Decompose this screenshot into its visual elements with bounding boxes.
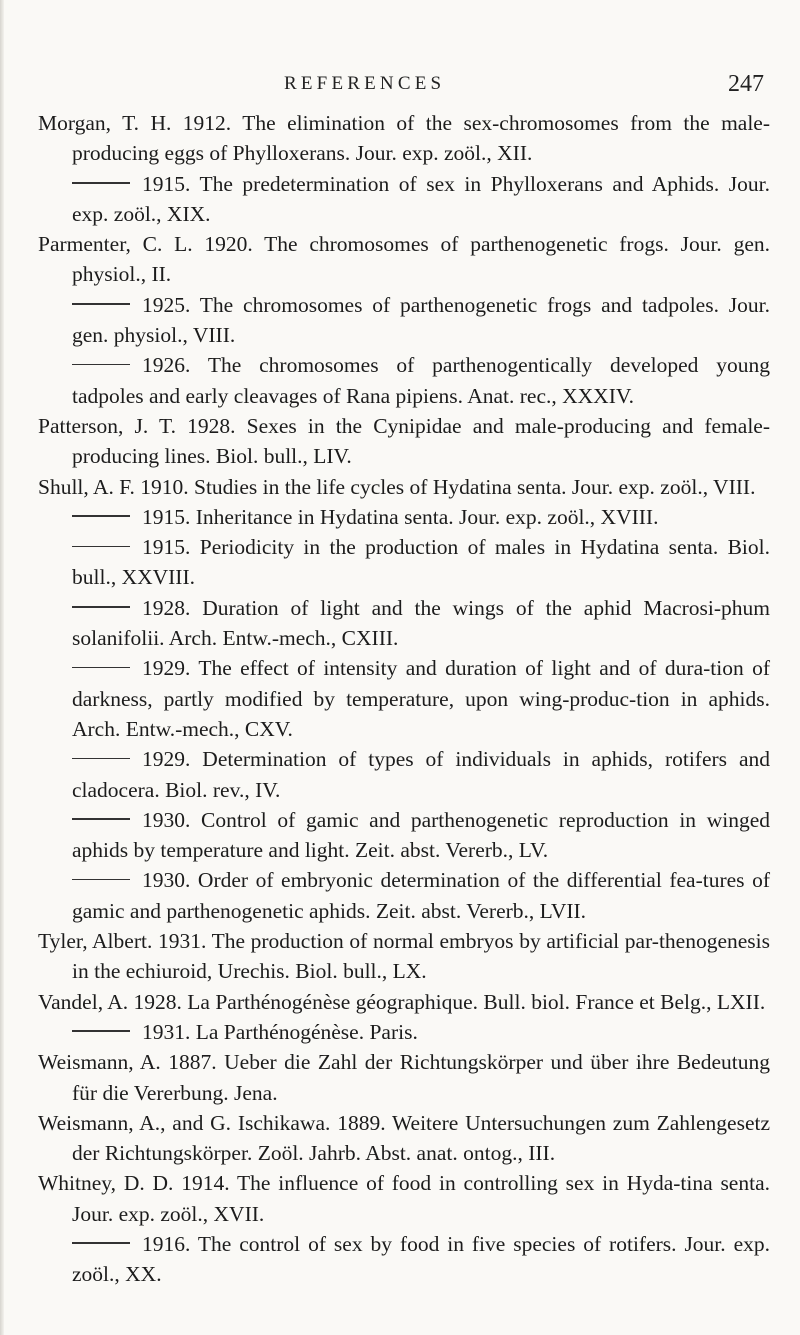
reference-author: Parmenter, C. L.: [38, 232, 193, 257]
reference-text: 1929. Determination of types of individuals in aphids, rotifers and cladocera. Biol. rev., IV.: [72, 747, 770, 802]
reference-text: 1916. The control of sex by food in five species of rotifers. Jour. exp. zoöl., XX.: [72, 1231, 770, 1287]
ditto-dash: [72, 1030, 130, 1032]
reference-text: 1920. The chromosomes of parthenogenetic frogs. Jour. gen. physiol., II.: [72, 232, 770, 287]
reference-text: 1915. The predetermination of sex in Phylloxerans and Aphids. Jour. exp. zoöl., XIX.: [72, 171, 770, 226]
reference-author: Shull, A. F.: [38, 474, 135, 499]
page-header: [0, 73, 800, 103]
reference-text: 1930. Control of gamic and parthenogenetic reproduction in winged aphids by temperature and light. Zeit. abst. Vererb., LV.: [72, 807, 770, 863]
ditto-dash: [72, 546, 130, 548]
reference-entry: [38, 926, 770, 987]
reference-entry: [38, 653, 770, 744]
reference-entry: [38, 169, 770, 230]
reference-author: Weismann, A., and G. Ischikawa.: [38, 1110, 331, 1135]
reference-entry: [38, 1017, 770, 1047]
ditto-dash: [72, 182, 130, 184]
reference-text: 1914. The influence of food in controlling sex in Hyda-tina senta. Jour. exp. zoöl., XVII.: [72, 1171, 770, 1226]
reference-text: 1910. Studies in the life cycles of Hydatina senta. Jour. exp. zoöl., VIII.: [140, 474, 756, 499]
reference-entry: [38, 987, 770, 1017]
reference-author: Whitney, D. D.: [38, 1171, 174, 1196]
reference-entry: [38, 1047, 770, 1108]
reference-entry: [38, 744, 770, 805]
reference-text: 1887. Ueber die Zahl der Richtungskörper und über ihre Bedeutung für die Vererbung. Jena.: [72, 1050, 770, 1105]
reference-entry: [38, 865, 770, 926]
reference-entry: [38, 1168, 770, 1229]
ditto-dash: [72, 667, 130, 669]
reference-entry: [38, 1108, 770, 1169]
reference-entry: [38, 108, 770, 169]
reference-text: 1925. The chromosomes of parthenogenetic frogs and tadpoles. Jour. gen. physiol., VIII.: [72, 292, 770, 348]
reference-entry: [38, 1229, 770, 1290]
reference-author: Patterson, J. T.: [38, 413, 176, 438]
page-edge-shadow: [0, 0, 4, 1335]
reference-text: 1931. The production of normal embryos by artificial par-thenogenesis in the echiuroid, Urechis. Biol. bull., LX.: [72, 929, 771, 984]
reference-text: 1928. Sexes in the Cynipidae and male-producing and female-producing lines. Biol. bull., LIV.: [72, 413, 771, 469]
reference-text: 1915. Inheritance in Hydatina senta. Jour. exp. zoöl., XVIII.: [142, 504, 659, 529]
reference-text: 1929. The effect of intensity and duration of light and of dura-tion of darkness, partly modified by temperature, upon wing-produc-tion in aphids. Arch. Entw.-mech., CXV.: [72, 656, 770, 741]
reference-entry: [38, 805, 770, 866]
reference-text: 1889. Weitere Untersuchungen zum Zahlengesetz der Richtungskörper. Zoöl. Jahrb. Abst. anat. ontog., III.: [72, 1110, 771, 1166]
reference-entry: [38, 532, 770, 593]
ditto-dash: [72, 303, 130, 305]
reference-list: [38, 108, 770, 1290]
reference-text: 1912. The elimination of the sex-chromosomes from the male-producing eggs of Phylloxerans. Jour. exp. zoöl., XII.: [72, 111, 771, 166]
ditto-dash: [72, 1242, 130, 1244]
reference-entry: [38, 229, 770, 290]
running-title: REFERENCES: [284, 73, 446, 94]
reference-author: Vandel, A.: [38, 989, 129, 1014]
page-number: 247: [728, 71, 764, 97]
ditto-dash: [72, 758, 130, 760]
ditto-dash: [72, 818, 130, 820]
reference-entry: [38, 593, 770, 654]
reference-text: 1930. Order of embryonic determination of the differential fea-tures of gamic and parthenogenetic aphids. Zeit. abst. Vererb., LVII.: [72, 868, 770, 923]
reference-entry: [38, 290, 770, 351]
reference-author: Morgan, T. H.: [38, 111, 172, 135]
reference-entry: [38, 502, 770, 532]
reference-text: 1928. Duration of light and the wings of the aphid Macrosi-phum solanifolii. Arch. Entw.-mech., CXIII.: [72, 595, 770, 651]
reference-author: Tyler, Albert.: [38, 929, 153, 954]
reference-text: 1915. Periodicity in the production of males in Hydatina senta. Biol. bull., XXVIII.: [72, 535, 770, 590]
reference-text: 1926. The chromosomes of parthenogentically developed young tadpoles and early cleavages of Rana pipiens. Anat. rec., XXXIV.: [72, 353, 770, 408]
ditto-dash: [72, 515, 130, 517]
reference-entry: [38, 472, 770, 502]
reference-author: Weismann, A.: [38, 1050, 161, 1075]
ditto-dash: [72, 364, 130, 366]
ditto-dash: [72, 879, 130, 881]
reference-text: 1931. La Parthénogénèse. Paris.: [142, 1019, 418, 1044]
reference-entry: [38, 350, 770, 411]
reference-entry: [38, 411, 770, 472]
reference-text: 1928. La Parthénogénèse géographique. Bull. biol. France et Belg., LXII.: [133, 989, 766, 1014]
ditto-dash: [72, 606, 130, 608]
